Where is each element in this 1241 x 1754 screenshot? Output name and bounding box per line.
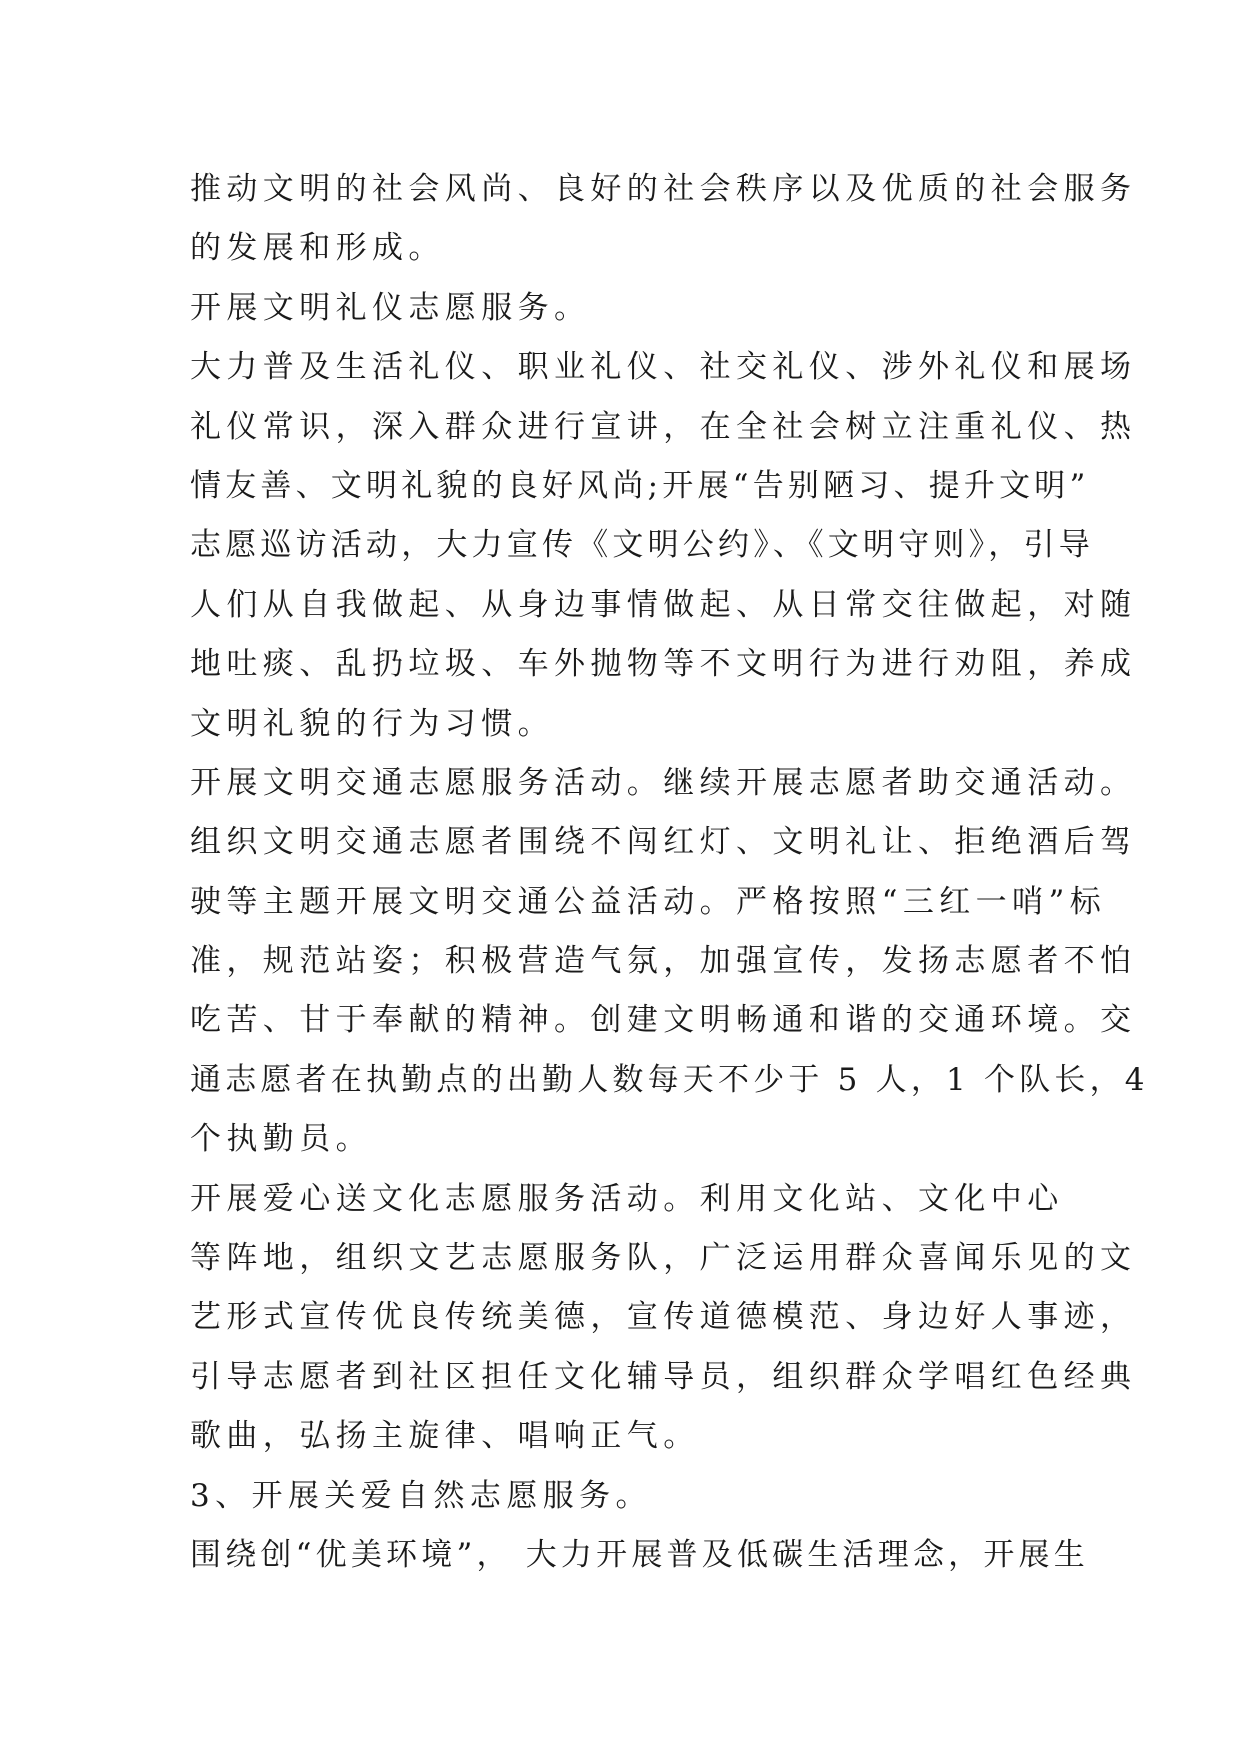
- text-line: 情友善、文明礼貌的良好风尚;开展“告别陋习、提升文明”: [190, 467, 1090, 504]
- text-line: 围绕创“优美环境”， 大力开展普及低碳生活理念，开展生: [190, 1536, 1089, 1573]
- text-line: 推动文明的社会风尚、良好的社会秩序以及优质的社会服务: [190, 171, 1137, 207]
- text-line: 艺形式宣传优良传统美德，宣传道德模范、身边好人事迹，: [190, 1299, 1137, 1336]
- text-line: 驶等主题开展文明交通公益活动。严格按照“三红一哨”标: [190, 883, 1107, 920]
- text-line: 吃苦、甘于奉献的精神。创建文明畅通和谐的交通环境。交: [190, 1002, 1137, 1039]
- text-line: 个执勤员。: [190, 1121, 372, 1158]
- text-line: 准，规范站姿；积极营造气氛，加强宣传，发扬志愿者不怕: [190, 943, 1137, 980]
- text-line: 组织文明交通志愿者围绕不闯红灯、文明礼让、拒绝酒后驾: [190, 824, 1137, 861]
- text-line: 人们从自我做起、从身边事情做起、从日常交往做起，对随: [190, 586, 1137, 623]
- text-line: 志愿巡访活动，大力宣传《文明公约》、《文明守则》，引导: [190, 527, 1094, 564]
- text-line: 歌曲，弘扬主旋律、唱响正气。: [190, 1418, 700, 1455]
- text-line: 开展爱心送文化志愿服务活动。利用文化站、文化中心: [190, 1180, 1064, 1217]
- text-line: 通志愿者在执勤点的出勤人数每天不少于 5 人，1 个队长，4: [190, 1061, 1149, 1098]
- text-line: 开展文明礼仪志愿服务。: [190, 289, 591, 326]
- text-line: 3、开展关爱自然志愿服务。: [190, 1477, 652, 1514]
- body-text: [190, 160, 1149, 1585]
- text-line: 引导志愿者到社区担任文化辅导员，组织群众学唱红色经典: [190, 1358, 1137, 1395]
- text-line: 的发展和形成。: [190, 230, 445, 267]
- text-line: 大力普及生活礼仪、职业礼仪、社交礼仪、涉外礼仪和展场: [190, 349, 1137, 386]
- text-line: 礼仪常识，深入群众进行宣讲，在全社会树立注重礼仪、热: [190, 408, 1137, 445]
- text-line: 等阵地，组织文艺志愿服务队，广泛运用群众喜闻乐见的文: [190, 1240, 1137, 1277]
- text-line: 地吐痰、乱扔垃圾、车外抛物等不文明行为进行劝阻，养成: [190, 646, 1137, 683]
- text-line: 文明礼貌的行为习惯。: [190, 705, 554, 742]
- text-line: 开展文明交通志愿服务活动。继续开展志愿者助交通活动。: [190, 764, 1137, 801]
